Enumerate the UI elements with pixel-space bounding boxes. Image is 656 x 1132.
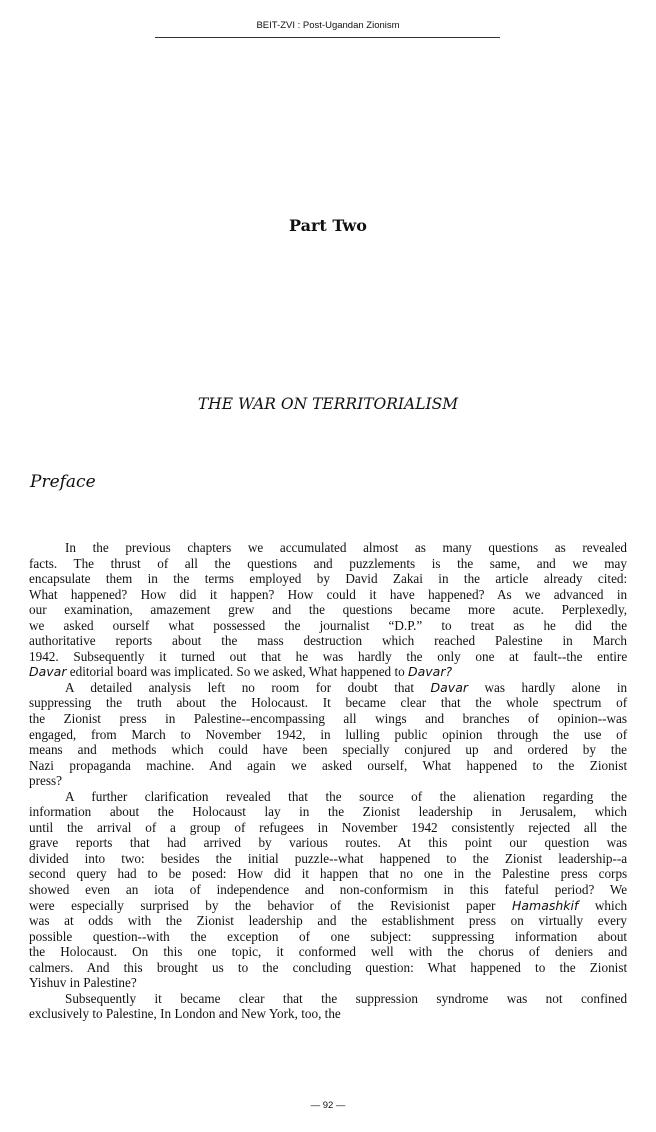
text-line: exclusively to Palestine, In London and New York, too, the: [29, 1006, 341, 1022]
text-line: Davar editorial board was implicated. So we asked, What happened to Davar?: [29, 664, 453, 680]
text-line: calmers. And this brought us to the concluding question: What happened to the Zionist: [29, 959, 628, 975]
text-line: grave reports that had arrived by various routes. At this point our question was: [29, 835, 628, 851]
section-title: THE WAR ON TERRITORIALISM: [197, 395, 459, 413]
text-line: press?: [29, 773, 62, 789]
text-line: In the previous chapters we accumulated almost as many questions as revealed: [65, 540, 628, 555]
text-line: divided into two: besides the initial puzzle--what happened to the Zionist leadership--a: [29, 850, 628, 866]
text-line: Yishuv in Palestine?: [29, 975, 137, 991]
text-line: A further clarification revealed that the source of the alienation regarding the: [65, 788, 627, 804]
paragraph: [29, 540, 627, 680]
page-number: — 92 —: [310, 1100, 346, 1111]
text-line: Nazi propaganda machine. And again we asked ourself, What happened to the Zionist: [29, 757, 628, 773]
text-line: we asked ourself what possessed the journalist “D.P.” to treat as he did the: [29, 617, 628, 633]
text-line: authoritative reports about the mass destruction which reached Palestine in March: [29, 633, 627, 649]
paragraph: [29, 789, 627, 991]
running-header: BEIT-ZVI : Post-Ugandan Zionism: [256, 20, 400, 31]
italic-term: Davar: [29, 664, 67, 680]
text-line: possible question--with the exception of one subject: suppressing information about: [29, 928, 628, 944]
text-line: information about the Holocaust lay in the Zionist leadership in Jerusalem, which: [29, 804, 627, 820]
paragraph: [29, 680, 627, 789]
text-line: Subsequently it became clear that the suppression syndrome was not confined: [65, 990, 628, 1006]
text-line: the Holocaust. On this one topic, it conformed well with the chorus of deniers and: [29, 944, 628, 960]
text-line: means and methods which could have been specially conjured up and ordered by the: [29, 742, 628, 758]
text-line: our examination, amazement grew and the questions became more acute. Perplexedly,: [29, 602, 627, 618]
text-line: showed even an iota of independence and non-conformism in this fateful period? We: [29, 882, 628, 898]
italic-term: Hamashkif: [511, 897, 579, 913]
text-line: were especially surprised by the behavior of the Revisionist paper Hamashkif which: [29, 897, 628, 913]
part-title: Part Two: [289, 216, 367, 235]
text-line: engaged, from March to November 1942, in lulling public opinion through the use of: [29, 726, 628, 742]
text-line: facts. The thrust of all the questions and puzzlements is the same, and we may: [29, 555, 627, 571]
text-line: suppressing the truth about the Holocaust. It became clear that the whole spectrum of: [29, 695, 628, 711]
subsection-title: Preface: [30, 472, 96, 492]
paragraph: [29, 991, 627, 1022]
text-line: What happened? How did it happen? How could it have happened? As we advanced in: [29, 586, 628, 602]
text-line: encapsulate them in the terms employed by David Zakai in the article already cited:: [29, 571, 628, 587]
italic-term: Davar: [430, 679, 468, 695]
header-rule: [155, 37, 500, 38]
text-line: until the arrival of a group of refugees in November 1942 consistently rejected all the: [29, 819, 628, 835]
body-text: [29, 540, 627, 1022]
text-line: the Zionist press in Palestine--encompassing all wings and branches of opinion--was: [29, 711, 628, 727]
text-line: second query had to be posed: How did it happen that no one in the Palestine press corps: [29, 866, 628, 882]
italic-term: Davar?: [408, 664, 453, 680]
text-line: was at odds with the Zionist leadership and the establishment press on virtually every: [29, 913, 628, 929]
text-line: A detailed analysis left no room for doubt that Davar was hardly alone in: [65, 679, 628, 695]
text-line: 1942. Subsequently it turned out that he was hardly the only one at fault--the entire: [29, 648, 628, 664]
